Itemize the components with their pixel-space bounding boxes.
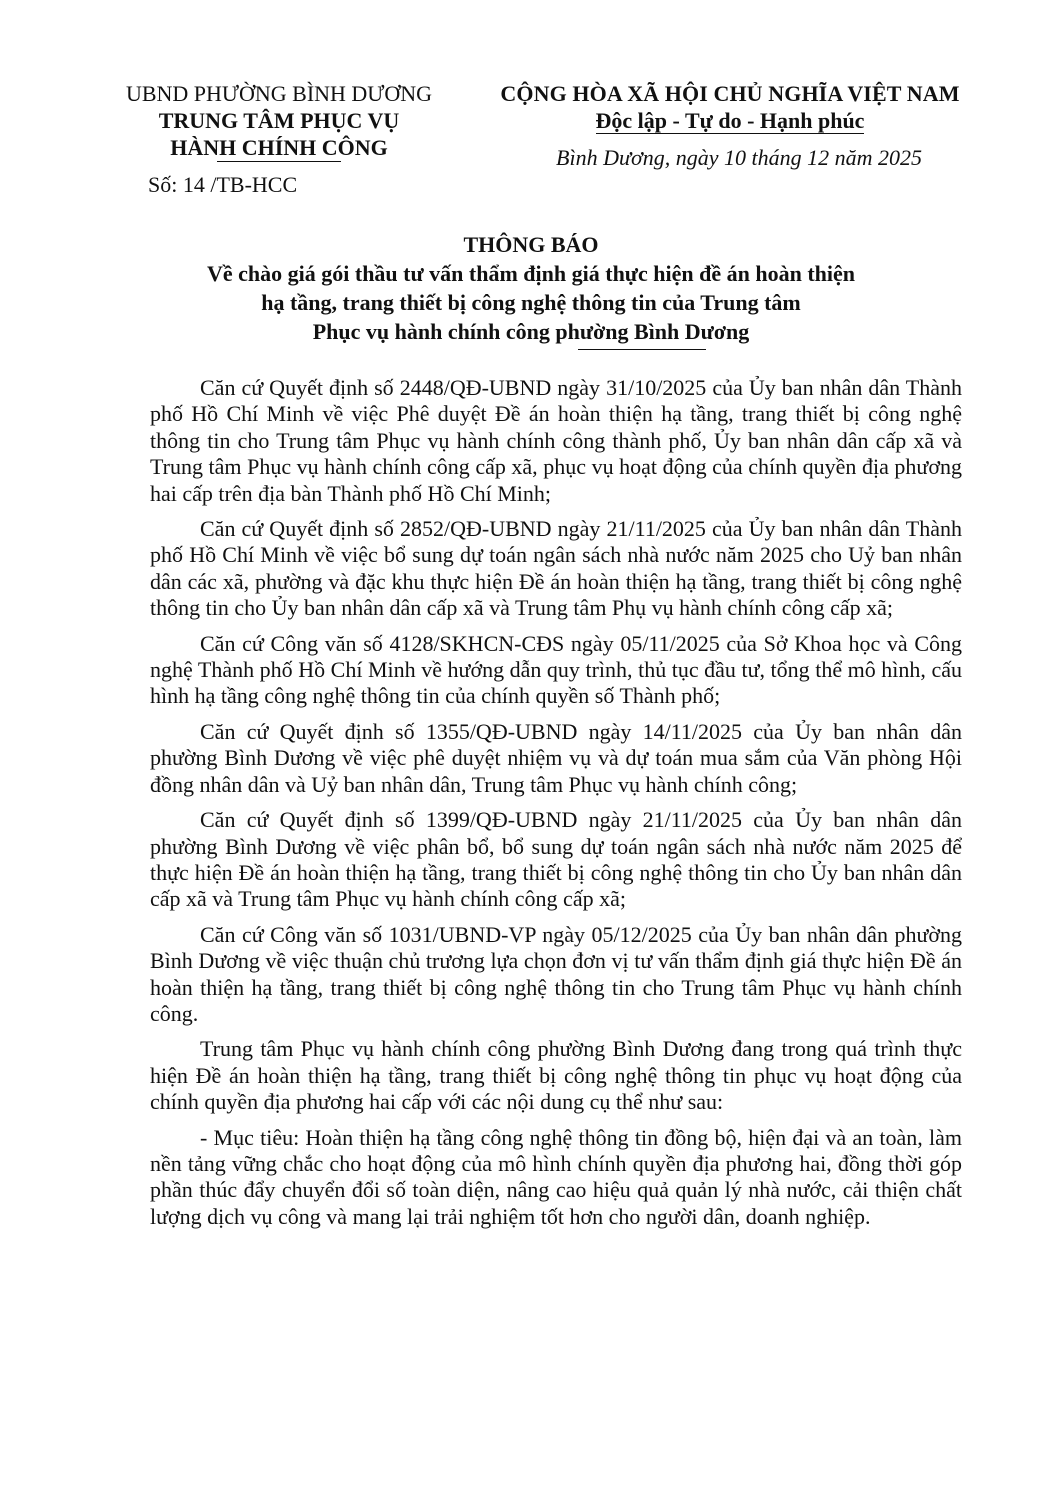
issuing-agency-block (104, 80, 454, 198)
paragraph-legal-basis-4: Căn cứ Quyết định số 1355/QĐ-UBND ngày 14/11/2025 của Ủy ban nhân dân phường Bình Dương về việc phê duyệt nhiệm vụ và dự toán mua sắm của Văn phòng Hội đồng nhân dân và Uỷ ban nhân dân, Trung tâm Phục vụ hành chính công; (150, 718, 962, 797)
agency-name-line2: HÀNH CHÍNH CÔNG (170, 135, 388, 160)
agency-name-line1: TRUNG TÂM PHỤC VỤ (158, 108, 400, 133)
paragraph-objective: - Mục tiêu: Hoàn thiện hạ tầng công nghệ thông tin đồng bộ, hiện đại và an toàn, làm nền tảng vững chắc cho hoạt động của mô hình chính quyền địa phương hai, đồng thời góp phần thúc đẩy chuyển đổi số toàn diện, nâng cao hiệu quả quản lý nhà nước, cải thiện chất lượng dịch vụ công và mang lại trải nghiệm tốt hơn cho người dân, doanh nghiệp. (150, 1124, 962, 1229)
document-type: THÔNG BÁO (463, 232, 599, 257)
document-title (120, 230, 942, 346)
subject-line-3: Phục vụ hành chính công phường Bình Dương (312, 319, 750, 344)
title-underline (578, 349, 706, 350)
paragraph-legal-basis-6: Căn cứ Công văn số 1031/UBND-VP ngày 05/12/2025 của Ủy ban nhân dân phường Bình Dương về việc thuận chủ trương lựa chọn đơn vị tư vấn thẩm định giá thực hiện Đề án hoàn thiện hạ tầng, trang thiết bị công nghệ thông tin cho Trung tâm Phục vụ hành chính công. (150, 921, 962, 1026)
paragraph-legal-basis-5: Căn cứ Quyết định số 1399/QĐ-UBND ngày 21/11/2025 của Ủy ban nhân dân phường Bình Dương về việc phân bổ, bổ sung dự toán ngân sách nhà nước năm 2025 để thực hiện Đề án hoàn thiện hạ tầng, trang thiết bị công nghệ thông tin cho Ủy ban nhân dân cấp xã và Trung tâm Phục vụ hành chính công cấp xã; (150, 807, 962, 912)
document-number: Số: 14 /TB-HCC (148, 172, 298, 197)
document-body (150, 375, 962, 1239)
title-underline-wrap (0, 349, 1062, 350)
document-header (0, 80, 1062, 200)
parent-agency: UBND PHƯỜNG BÌNH DƯƠNG (125, 81, 433, 106)
subject-line-2: hạ tầng, trang thiết bị công nghệ thông tin của Trung tâm (261, 290, 801, 315)
national-header-block (470, 80, 990, 171)
paragraph-legal-basis-3: Căn cứ Công văn số 4128/SKHCN-CĐS ngày 05/11/2025 của Sở Khoa học và Công nghệ Thành phố Hồ Chí Minh về hướng dẫn quy trình, thủ tục đầu tư, tổng thể mô hình, cấu hình hạ tầng công nghệ thông tin của chính quyền số Thành phố; (150, 630, 962, 709)
nation-name: CỘNG HÒA XÃ HỘI CHỦ NGHĨA VIỆT NAM (500, 81, 960, 106)
paragraph-context: Trung tâm Phục vụ hành chính công phường Bình Dương đang trong quá trình thực hiện Đề án hoàn thiện hạ tầng, trang thiết bị công nghệ thông tin phục vụ hoạt động của chính quyền địa phương hai cấp với các nội dung cụ thể như sau: (150, 1036, 962, 1115)
agency-underline (217, 161, 341, 162)
paragraph-legal-basis-1: Căn cứ Quyết định số 2448/QĐ-UBND ngày 31/10/2025 của Ủy ban nhân dân Thành phố Hồ Chí Minh về việc Phê duyệt Đề án hoàn thiện hạ tầng, trang thiết bị công nghệ thông tin cho Trung tâm Phục vụ hành chính công thành phố, Ủy ban nhân dân cấp xã và Trung tâm Phục vụ hành chính công cấp xã, phục vụ hoạt động của chính quyền địa phương hai cấp trên địa bàn Thành phố Hồ Chí Minh; (150, 375, 962, 506)
subject-line-1: Về chào giá gói thầu tư vấn thẩm định giá thực hiện đề án hoàn thiện (206, 261, 855, 286)
national-motto: Độc lập - Tự do - Hạnh phúc (595, 108, 865, 133)
paragraph-legal-basis-2: Căn cứ Quyết định số 2852/QĐ-UBND ngày 21/11/2025 của Ủy ban nhân dân Thành phố Hồ Chí Minh về việc bổ sung dự toán ngân sách nhà nước năm 2025 cho Uỷ ban nhân dân các xã, phường và đặc khu thực hiện Đề án hoàn thiện hạ tầng, trang thiết bị công nghệ thông tin cho Ủy ban nhân dân cấp xã và Trung tâm Phụ vụ hành chính công cấp xã; (150, 516, 962, 621)
place-and-date: Bình Dương, ngày 10 tháng 12 năm 2025 (556, 145, 922, 170)
